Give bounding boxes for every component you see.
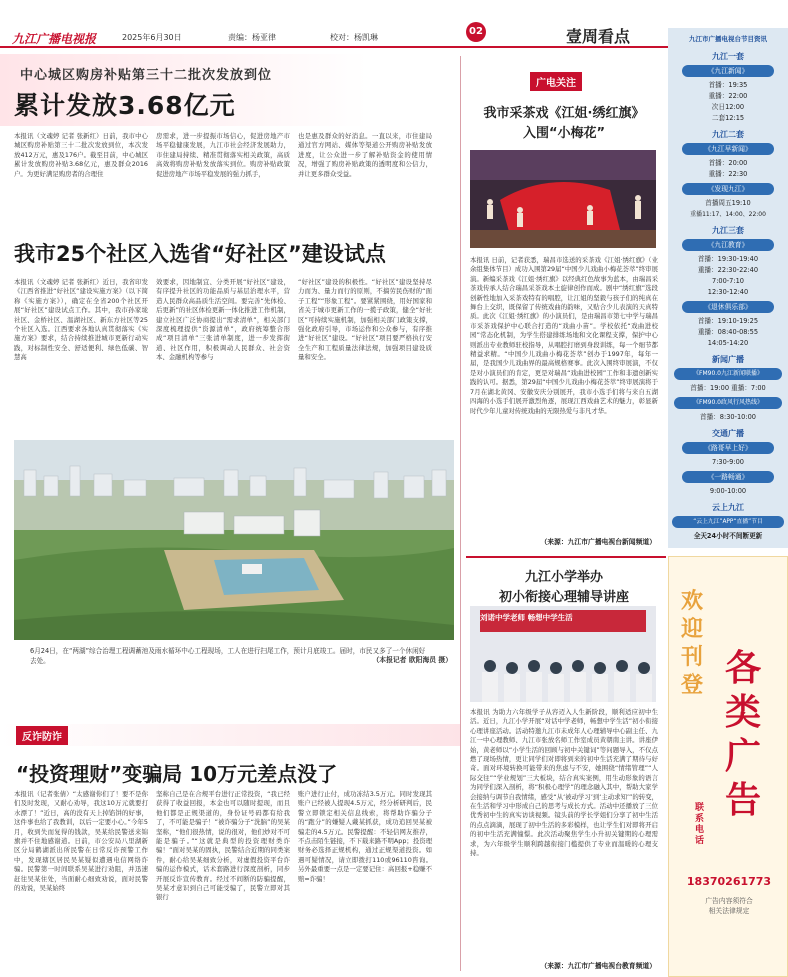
time-line: 9:00-10:00 [709, 487, 747, 495]
time-line: 二套12:15 [711, 114, 745, 122]
program-pill: 《九江新闻》 [682, 65, 774, 77]
time-line: 7:00-7:10 [712, 277, 744, 285]
tv-schedule-sidebar [668, 28, 788, 548]
story4-headline-line1: 我市采茶戏《江姐·绣红旗》 [483, 106, 645, 121]
channel-name: 新闻广播 [712, 355, 744, 364]
program-pill: 《发现九江》 [682, 183, 774, 195]
channel-name: 交通广播 [712, 429, 744, 438]
program-pill: 《九江教育》 [682, 239, 774, 251]
story5-rule [466, 556, 666, 558]
ad-note-2: 相关法律规定 [708, 907, 750, 915]
story2-headline: 我市25个社区入选省“好社区”建设试点 [14, 242, 386, 266]
time-line: 次日12:00 [711, 103, 745, 111]
aerial-photo-illustration [14, 440, 454, 640]
newspaper-logo: 九江广播电视报 [12, 32, 97, 46]
time-line: 12:30-12:40 [707, 288, 749, 296]
time-line: 首播：19:10-19:25 [697, 317, 759, 325]
time-line: 重播：22:00 [708, 92, 748, 100]
channel-6 [668, 502, 788, 542]
channel-3 [668, 225, 788, 349]
program-pill: 《一路畅通》 [682, 471, 774, 483]
story1-column-1: 本报讯（文魂婷 记者 张新红）日前，我市中心城区购房补贴第三十二批次发放到位，本次发放412万元，惠及176户。截至目前，中心城区累计发放购房补贴3.68亿元，惠及群众2016户。为更好满足购房者的合理住 [14, 132, 148, 178]
time-line: 重播：08:40-08:55 [697, 328, 759, 336]
story3-banner [0, 724, 460, 746]
time-line: 首播：19:30-19:40 [697, 255, 759, 263]
time-line: 14:05-14:20 [707, 339, 749, 347]
story2-column-1: 本报讯（文魂婷 记者 张新红）近日，我省印发《江西省推进“好社区”建设实施方案》（以下简称《实施方案》），确定在全省200个社区开展“好社区”建设试点工作。其中，我市孙家垅社区、金桥社区、温湖社区、新东方社区等25个社区入选。江西要求各地认真贯彻落实《实施方案》要求，结合持续推进城市更新行动实践，对标制性安全、舒适便利、绿色低碳、智慧高 [14, 278, 148, 362]
channel-name: 九江三套 [712, 226, 744, 235]
story1-column-2: 房需求，进一步提振市场信心，促进房地产市场平稳健康发展，九江市社会经济发展助力，市住建局持续、精准贯彻落实相关政策，高质高效将购房补贴发放落实到位。购房补贴政策促进房地产市场平稳发展的强力抓手， [156, 132, 290, 178]
story4-credit: （来源：九江市广播电视台新闻频道） [540, 538, 656, 546]
ad-contact-label: 联系电话 [695, 803, 705, 846]
program-pill: 《九江早新闻》 [682, 143, 774, 155]
page-number: 02 [466, 22, 486, 42]
story2-column-2: 效要求，因地制宜、分类开展“好社区”建设，有序提升社区的功能品质与基层治理水平，营造人民群众高品质生活空间。要完善“先体检、后更新”的社区体检更新一体化推进工作机制，建立社区广泛协商提出“需求清单”，相关部门深度梳理提供“资源清单”，政府统筹整合形成“项目清单”三张清单制度，进一步发挥街道、社区作用，积极调动人民群众、社会资本、金融机构等参与 [156, 278, 290, 362]
program-pill: 《退休俱乐部》 [682, 301, 774, 313]
story1-headline: 累计发放3.68亿元 [14, 91, 236, 120]
photo-credit: （本报记者 欧阳海员 摄） [372, 656, 452, 664]
story1-column-3: 也是惠及群众的好消息。一直以来，市住建局通过官方网站、媒体等渠道公开购房补贴发放进度，让公众进一步了解补贴资金的使用情况，增强了购房补贴政策的透明度和公信力，并让更多群众受益。 [298, 132, 432, 178]
program-pill: 《FM90.0政风行风热线》 [674, 397, 782, 409]
story5-headline-line2: 初小衔接心理辅导讲座 [498, 590, 629, 605]
aerial-construction-photo [14, 440, 454, 640]
issue-date: 2025年6月30日 [122, 33, 182, 42]
channel-name: 云上九江 [712, 503, 744, 512]
editor-credit: 责编：杨亚律 [228, 33, 276, 42]
story3-column-3: 账户进行止付，成功冻结3.5万元。同时发现其账户已经被人提现4.5万元，经分析研判后，民警立即锁定相关信息线索，将帮助诈骗分子的“跑分”的嫌疑人戴某抓获，成功追回吴某被骗走的4.5万元。民警提醒：不轻信网友推荐，不点击陌生链接，不下载来路不明App；投资理财务必选择正规机构，通过正规渠道投资。如遇可疑情况，请立即拨打110或96110咨询。另外最重要一点是一定要记住：高回报+稳赚不赔=诈骗！ [298, 790, 432, 883]
time-line: 全天24小时不间断更新 [693, 532, 763, 540]
proof-credit: 校对：杨凯琳 [330, 33, 378, 42]
channel-name: 九江二套 [712, 130, 744, 139]
opera-stage-photo [470, 150, 656, 248]
channel-name: 九江一套 [712, 52, 744, 61]
story5-body: 本报讯 为助力六年级学子从容迈入人生新阶段，顺利适应初中生活。近日，九江小学开展“对话中学老师，畅想中学生活”初小衔接心理讲座活动。活动特邀九江市未成年人心理辅导中心副主任、九江一中心理教师、九江市张放名师工作室成员黄朝南主讲。讲座伊始，黄老师以“小学生活的回顾与初中关键词”等问题导入，不仅点燃了现场热情，更让同学们对即将到来的初中生活充满了期待与好奇。面对环境转换可能带来的焦虑与不安，她围绕“情绪管理”“人际交往”“学业规划”三大板块，结合真实案例，用生动形象的语言为同学们深入剖析，将“积极心理学”的理念融入其中，帮助大家学会接纳与调节自我情绪，感受“从‘被动学习’到‘主动求知’”的转变，在生活和学习中形成自己的思考与成长方式。活动中还播放了三位优秀初中生的真实访谈视频。镜头前的学长学姐们分享了初中生活的点点滴滴，展现了初中生活的多彩模样，也让学生们对即将开启的初中生活充满憧憬。此次活动聚焦学生小升初关键期的心理需求，为六年级学生顺利跨越衔接门槛提供了专业而温暖的心理支持。 [470, 708, 658, 858]
time-line: 重播11:17、14:00、22:00 [690, 211, 766, 218]
program-pill: “云上九江”APP“直播”节目 [672, 516, 784, 528]
ad-slogan-1: 欢迎刊登 [681, 588, 704, 698]
time-line: 重播：22:30-22:40 [697, 266, 759, 274]
story5-headline-line1: 九江小学举办 [524, 570, 603, 585]
program-pill: 《FM90.0九江新闻联播》 [674, 368, 782, 380]
story4-tag: 广电关注 [530, 72, 582, 91]
column-divider [460, 56, 461, 971]
channel-5 [668, 428, 788, 497]
story3-headline: “投资理财”变骗局 10万元差点没了 [16, 762, 338, 786]
story4-headline-line2: 入围“小梅花” [522, 126, 606, 141]
time-line: 首播：19:00 重播：7:00 [690, 384, 766, 392]
ad-phone: 18370261773 [686, 875, 772, 888]
ad-note-1: 广告内容须符合 [705, 897, 753, 905]
story3-tag: 反诈防诈 [16, 726, 68, 745]
story4-body: 本报讯 日前，记者获悉，瑞昌市选送的采茶戏《江姐·绣红旗》（业余组集体节目）成功入围第29届“中国少儿戏曲小梅花荟萃”终审展演。新编采茶戏《江姐·绣红旗》以经典红色故事为蓝本，由瑞昌采茶戏传承人结合瑞昌采茶戏本土旋律创作而成。剧中“绣红旗”选段创新性地加入采茶戏特有的唱腔，让江姐的坚毅与孩子们的纯真在舞台上交织，既保留了传统戏曲的韵味，又贴合少儿表演的天真特质。此次《江姐·绣红旗》的小演员们，是由瑞昌市第七中学与瑞昌市采茶戏保护中心联合打造的“戏曲小苗”。学校依托“戏曲进校园”常态化机制，为学生搭建排练场地和文化课程支撑，保护中心则派出专业教师驻校指导，从唱腔打磨到身段训练，每一个细节都精益求精。“中国少儿戏曲小梅花荟萃”创办于1997年，每年一届，是我国少儿戏曲界的最高规格赛事。此次入围终审展演，不仅是对小演员们的肯定，更是对瑞昌“戏曲进校园”工作和非遗创新实践的认可。据悉，第29届“中国少儿戏曲小梅花荟萃”终审展演将于7月在湖北黄冈、安徽安庆分别展开，我市小选手们将与来自五湖四海的小选手们展开激烈角逐，展现江西戏曲艺术的魅力，彰显新时代少年儿童对传统戏曲的无限热爱与非凡才华。 [470, 256, 658, 415]
page-title: 壹周看点 [566, 27, 631, 46]
time-line: 重播：22:30 [708, 170, 748, 178]
time-line: 首播：19:35 [708, 81, 748, 89]
advertisement-box [668, 556, 788, 977]
photo-caption: 6月24日，在“两湖”综合治理工程调蓄池及雨水循环中心工程现场，工人在进行扫尾工作，预计月底竣工。届时，市民又多了一个休闲好去处。 [30, 647, 426, 665]
story1-kicker: 中心城区购房补贴第三十二批次发放到位 [20, 68, 273, 83]
time-line: 首播：20:00 [708, 159, 748, 167]
lecture-screen-text: 刘诺中学老师 畅想中学生活 [480, 613, 573, 622]
time-line: 7:30-9:00 [712, 458, 744, 466]
opera-stage-illustration [470, 150, 656, 248]
channel-4 [668, 354, 788, 423]
program-pill: 《路哥早上好》 [682, 442, 774, 454]
sidebar-title: 九江市广播电视台节目资讯 [689, 35, 767, 43]
story5-credit: （来源：九江市广播电视台教育频道） [540, 962, 656, 970]
story3-column-2: 坚称自己是在合规平台进行正常投资，“我已经获得了收益回报，本金也可以随时提现，而且他们都是正规渠道的，身份证号码都有给我了，不可能是骗子！”被诈骗分子“洗脑”的吴某坚称，“他们很热情，说的很对，他们炒对不可能是骗子。”“这就是典型的投资理财类诈骗！”面对吴某的固执，民警结合近期的同类案件，耐心给吴某细致分析，对虚假投资平台诈骗的运作模式，话术套路进行深度剖析，同步开展反诈宣传教育。经过不间断的防骗提醒，吴某才意识到自己可能受骗了，民警立即对其银行 [156, 790, 290, 902]
channel-2 [668, 129, 788, 220]
story3-column-1: 本报讯（记者张倩）“太感谢你们了！要不是你们及时发现，又耐心劝导，我这10万元就要打水漂了！”近日，高的没有天上掉馅饼的好事，这件事也给了我教训，以后一定要小心。”今年5月，收到失而复得的钱款，吴某给民警送来锦旗并不住地感谢道。日前，市公安局八里湖新区分局鹤湖派出所民警在日常反诈预警工作中，发现辖区居民吴某疑似遭遇电信网络诈骗。民警第一时间联系吴某进行劝阻，并迅速赶往吴某住处，当面耐心细致劝说，面对民警的劝说，吴某始终 [14, 790, 148, 893]
time-line: 首播周五19:10 [705, 199, 751, 207]
time-line: 首播：8:30-10:00 [700, 413, 756, 421]
ad-slogan-2: 各类广告 [725, 648, 762, 821]
channel-1 [668, 51, 788, 124]
story2-column-3: “好社区”建设的积极性。“好社区”建设坚持尽力而为、量力而行的原则，不搞劳民伤财的“面子工程”“形象工程”。要紧紧围绕，用好国家和省关于城市更新工作的一揽子政策，健全“好社区”可持续实施机制，加强相关部门政策支撑，强化政府引导，市场运作和公众参与，有序推进“好社区”建设。“好社区”项目要严格执行安全生产和工程质量法律法规，加强项目建设质量和安全。 [298, 278, 432, 362]
